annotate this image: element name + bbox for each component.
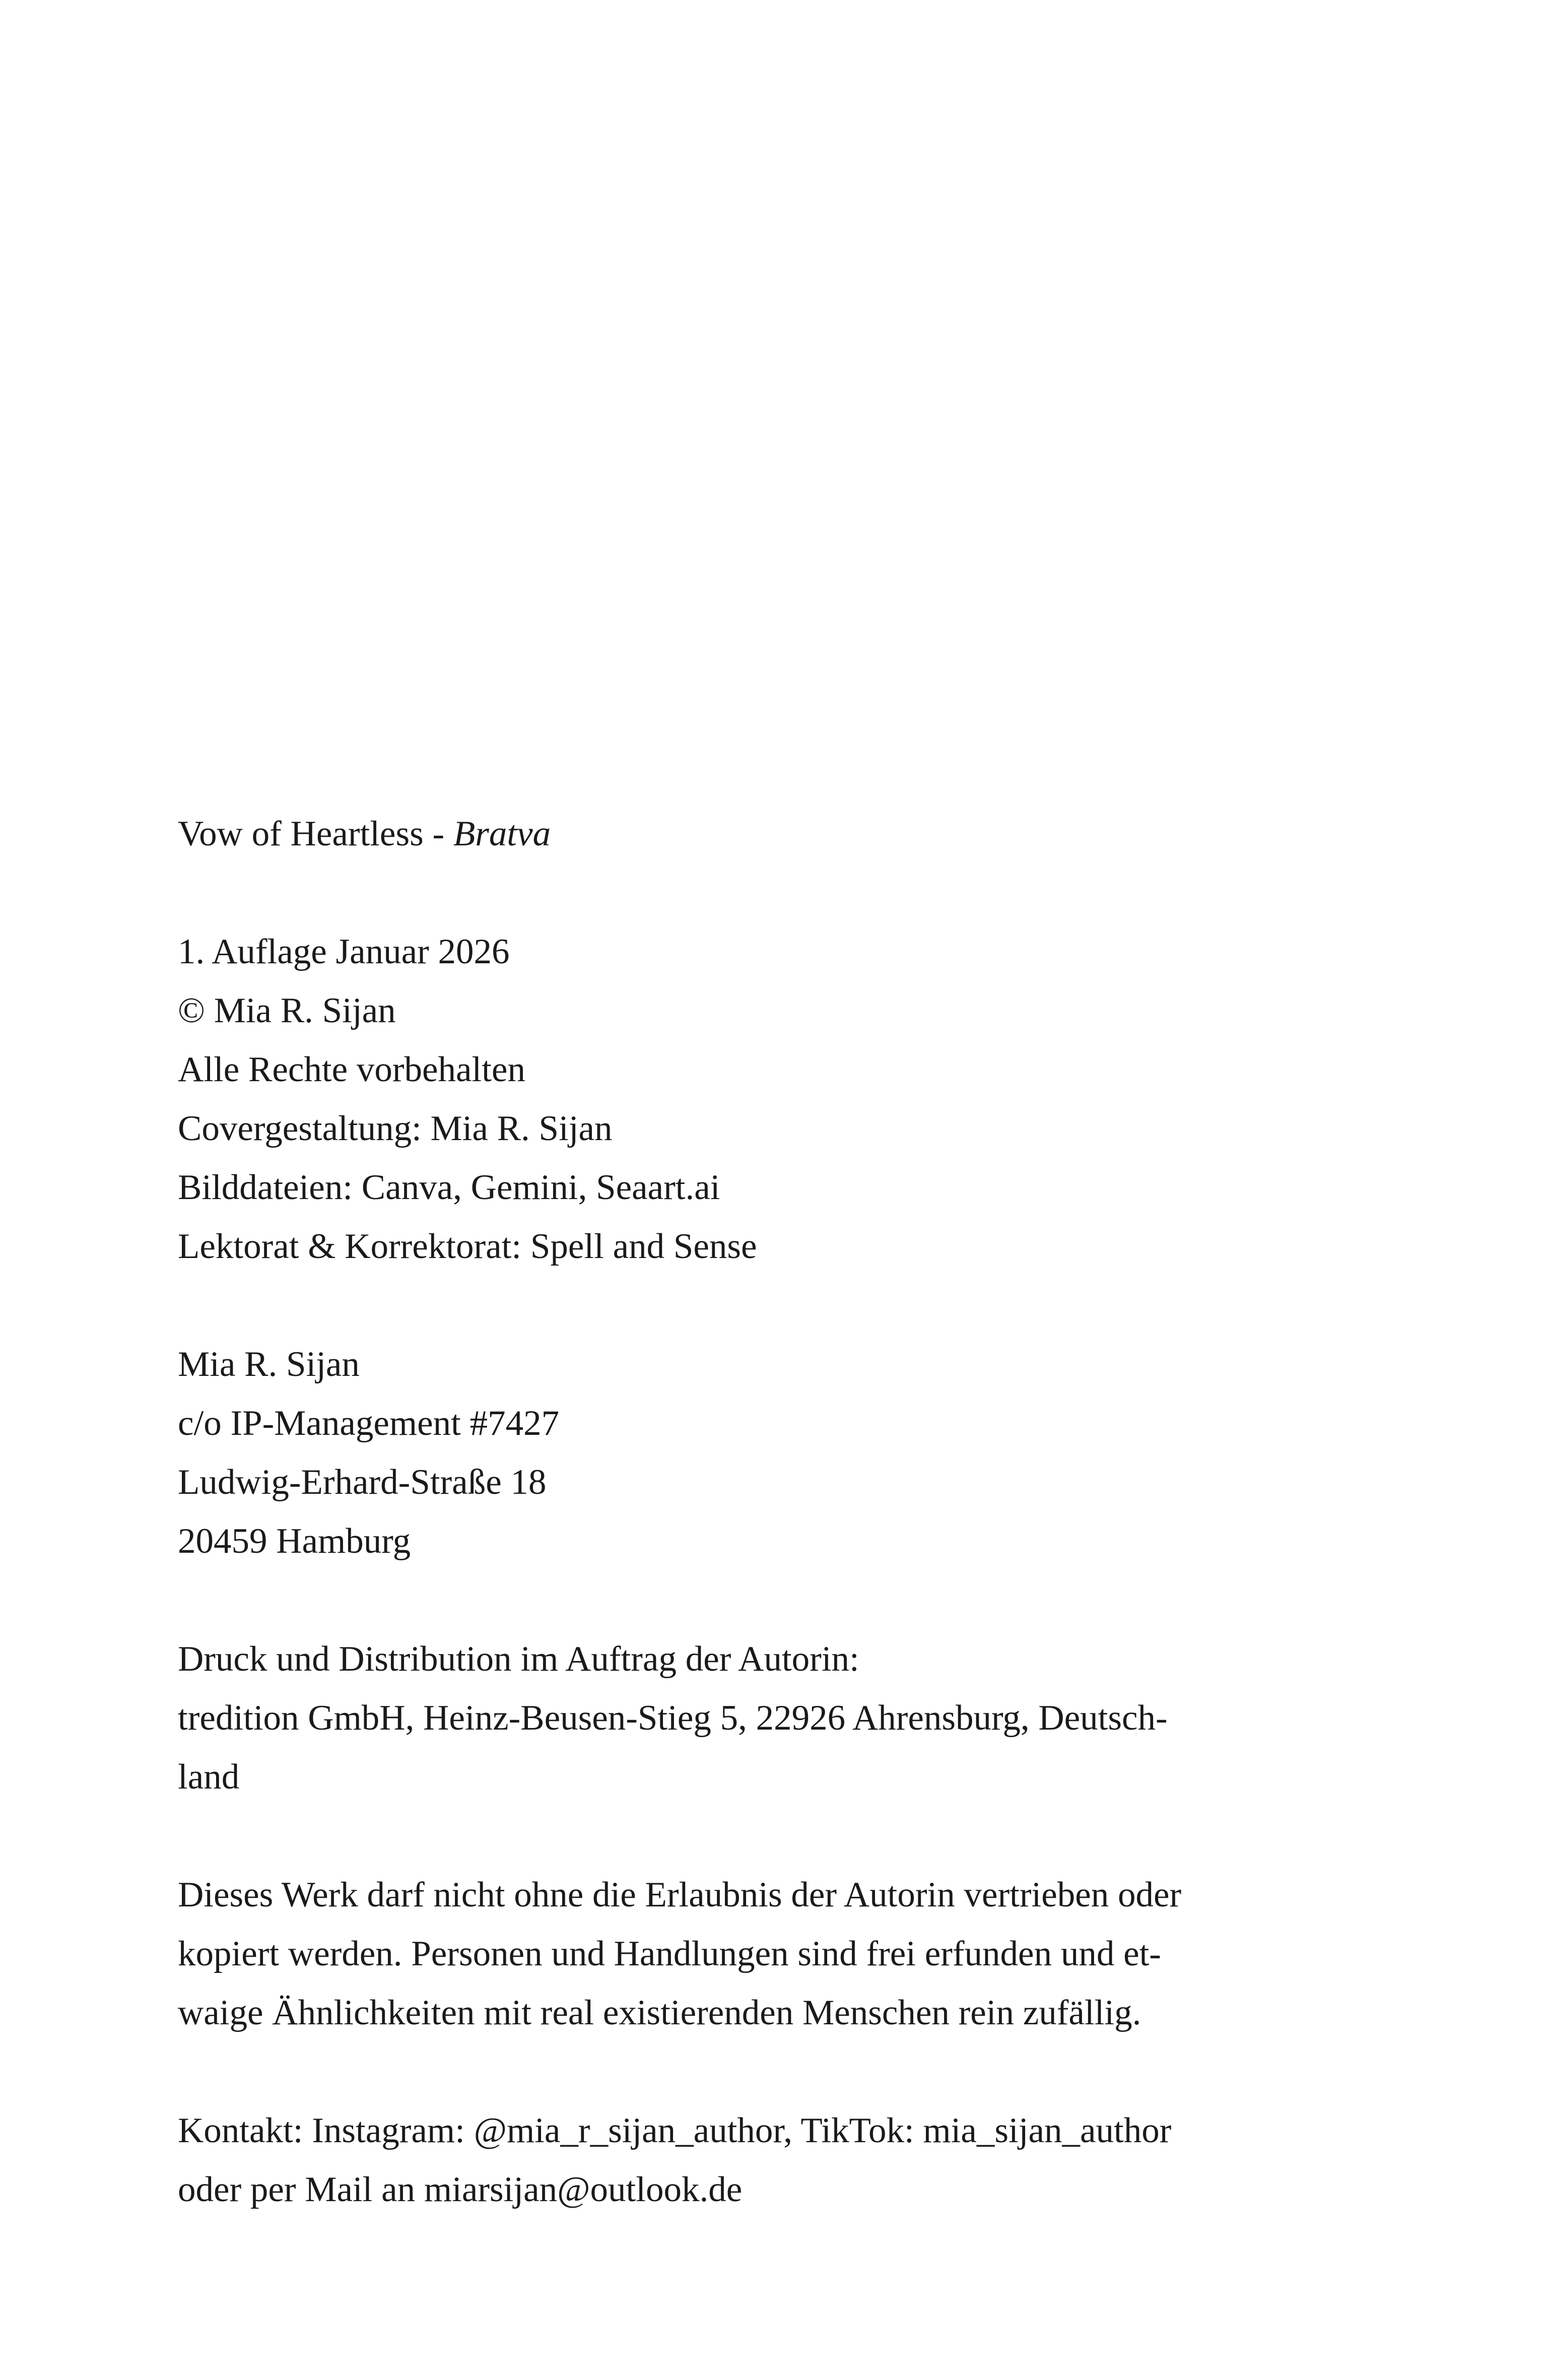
contact-line-2: oder per Mail an miarsijan@outlook.de: [178, 2170, 743, 2209]
address-block: [178, 1335, 1377, 1571]
legal-line-2: kopiert werden. Personen und Handlungen sind frei erfunden und et-: [178, 1934, 1161, 1973]
book-title: Vow of Heartless -: [178, 814, 453, 853]
book-title-line: [178, 805, 1377, 864]
book-subtitle: Bratva: [453, 814, 551, 853]
copyright-line: © Mia R. Sijan: [178, 991, 396, 1030]
distribution-heading: Druck und Distribution im Auftrag der Autorin:: [178, 1639, 859, 1679]
legal-line-3: waige Ähnlichkeiten mit real existierenden Menschen rein zufällig.: [178, 1993, 1141, 2032]
editing-line: Lektorat & Korrektorat: Spell and Sense: [178, 1227, 757, 1266]
title-block: [178, 805, 1377, 864]
rights-line: Alle Rechte vorbehalten: [178, 1050, 525, 1089]
address-city: 20459 Hamburg: [178, 1522, 411, 1561]
imprint-text: [178, 805, 1377, 2219]
cover-design-line: Covergestaltung: Mia R. Sijan: [178, 1109, 613, 1148]
edition-block: [178, 922, 1377, 1276]
distribution-address: tredition GmbH, Heinz-Beusen-Stieg 5, 22926 Ahrensburg, Deutsch-: [178, 1698, 1168, 1738]
legal-line-1: Dieses Werk darf nicht ohne die Erlaubnis der Autorin vertrieben oder: [178, 1875, 1182, 1914]
image-files-line: Bilddateien: Canva, Gemini, Seaart.ai: [178, 1168, 720, 1207]
distribution-block: [178, 1630, 1377, 1807]
contact-block: [178, 2101, 1377, 2219]
legal-block: [178, 1866, 1377, 2042]
address-name: Mia R. Sijan: [178, 1345, 360, 1384]
edition-line: 1. Auflage Januar 2026: [178, 932, 510, 971]
distribution-address-cont: land: [178, 1757, 240, 1797]
contact-line-1: Kontakt: Instagram: @mia_r_sijan_author, TikTok: mia_sijan_author: [178, 2111, 1172, 2150]
address-co: c/o IP-Management #7427: [178, 1404, 560, 1443]
address-street: Ludwig-Erhard-Straße 18: [178, 1463, 547, 1502]
